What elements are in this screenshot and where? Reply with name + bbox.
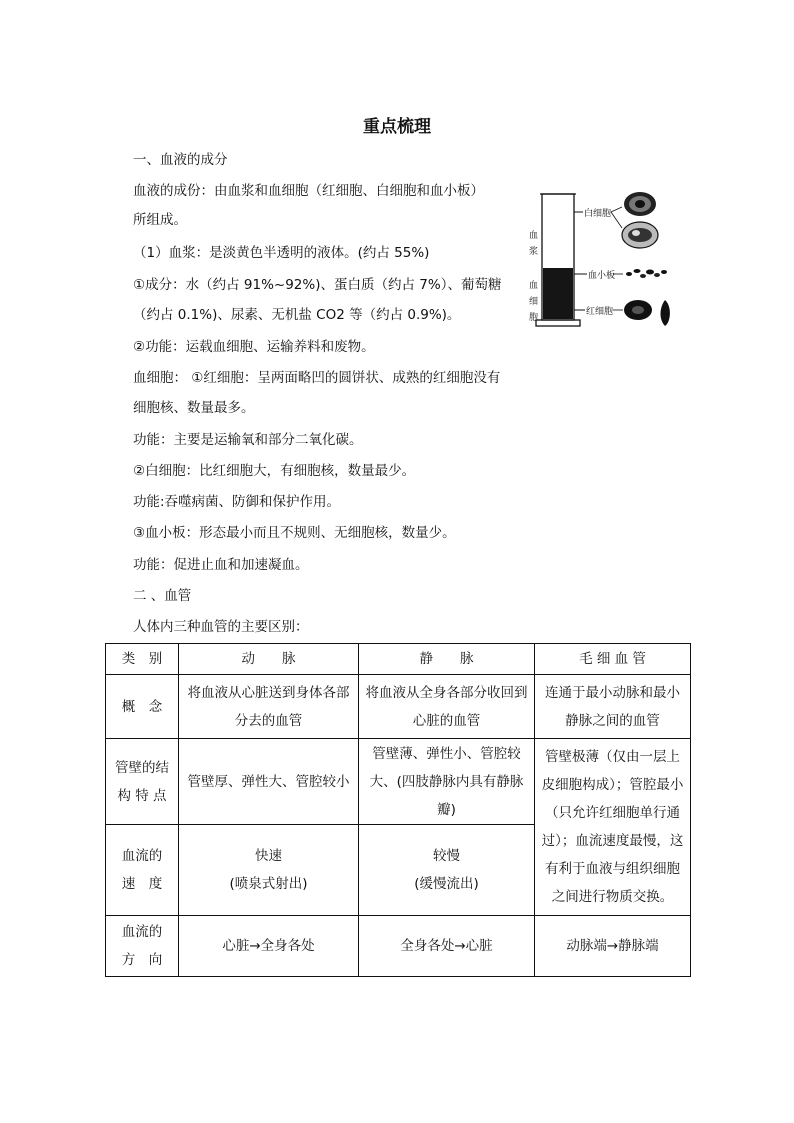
paragraph-platelet-function: 功能：促进止血和加速凝血。 (133, 557, 309, 573)
cell-capillary-direction: 动脉端→静脉端 (535, 916, 691, 977)
label-plasma-char2: 浆 (529, 247, 539, 257)
label-white-blood-cell: 白细胞 (584, 209, 612, 219)
section-heading-blood-components: 一、血液的成分 (133, 152, 228, 168)
paragraph-rbc-function: 功能：主要是运输氧和部分二氧化碳。 (133, 432, 363, 448)
row-label-wall-structure (106, 739, 179, 825)
row-label-line: 血流的 (121, 848, 163, 864)
cell-vein-speed (359, 825, 535, 916)
row-label-line: 方 向 (121, 952, 163, 968)
cylinder-illustration (525, 188, 710, 338)
paragraph-red-blood-cell: 血细胞： ①红细胞：呈两面略凹的圆饼状、成熟的红细胞没有 (133, 370, 501, 386)
paragraph-plasma-components-cont: （约占 0.1%)、尿素、无机盐 CO2 等（约占 0.9%)。 (133, 307, 461, 323)
label-red-blood-cell: 红细胞 (586, 307, 614, 317)
label-cells-char3: 胞 (529, 313, 539, 323)
cell-vein-concept: 将血液从全身各部分收回到心脏的血管 (359, 675, 535, 739)
speed-value: 快速 (255, 848, 282, 864)
row-label-line: 血流的 (121, 924, 163, 940)
header-capillary: 毛 细 血 管 (535, 644, 691, 675)
cell-artery-wall: 管壁厚、弹性大、管腔较小 (179, 739, 359, 825)
table-row-flow-direction (106, 916, 691, 977)
paragraph-wbc-function: 功能:吞噬病菌、防御和保护作用。 (133, 494, 341, 510)
cell-vein-wall: 管壁薄、弹性小、管腔较大、(四肢静脉内具有静脉瓣) (359, 739, 535, 825)
cell-vein-direction: 全身各处→心脏 (359, 916, 535, 977)
cell-capillary-concept: 连通于最小动脉和最小静脉之间的血管 (535, 675, 691, 739)
paragraph-red-blood-cell-cont: 细胞核、数量最多。 (133, 400, 255, 416)
header-vein: 静 脉 (359, 644, 535, 675)
blood-cylinder-figure (525, 188, 710, 338)
table-intro: 人体内三种血管的主要区别： (133, 619, 309, 635)
table-row-concept (106, 675, 691, 739)
cell-artery-speed (179, 825, 359, 916)
row-label-line: 管壁的结 (115, 759, 169, 776)
table-row-wall-structure (106, 739, 691, 825)
header-artery: 动 脉 (179, 644, 359, 675)
cell-artery-concept: 将血液从心脏送到身体各部分去的血管 (179, 675, 359, 739)
label-platelet: 血小板 (588, 271, 616, 281)
label-cells-char1: 血 (529, 281, 539, 291)
header-category: 类 别 (106, 644, 179, 675)
paragraph-blood-composition-cont: 所组成。 (133, 212, 187, 228)
page-title: 重点梳理 (363, 117, 431, 137)
row-label-flow-speed (106, 825, 179, 916)
paragraph-platelet: ③血小板：形态最小而且不规则、无细胞核，数量少。 (133, 525, 456, 541)
section-heading-blood-vessels: 二 、血管 (133, 588, 192, 604)
row-label-line: 速 度 (121, 876, 163, 892)
speed-note: (缓慢流出) (414, 876, 479, 892)
blood-vessel-comparison-table (105, 643, 691, 977)
paragraph-plasma-function: ②功能：运载血细胞、运输养料和废物。 (133, 339, 375, 355)
speed-note: (喷泉式射出) (229, 876, 308, 892)
paragraph-blood-composition: 血液的成份：由血浆和血细胞（红细胞、白细胞和血小板） (133, 183, 484, 199)
cell-artery-direction: 心脏→全身各处 (179, 916, 359, 977)
speed-value: 较慢 (433, 848, 460, 864)
row-label-line: 构 特 点 (117, 787, 167, 804)
paragraph-plasma-components: ①成分：水（约占 91%~92%)、蛋白质（约占 7%）、葡萄糖 (133, 277, 502, 293)
cell-capillary-wall-and-speed: 管壁极薄（仅由一层上皮细胞构成）；管腔最小（只允许红细胞单行通过）；血流速度最慢，这有利于血液与组织细胞之间进行物质交换。 (535, 739, 691, 916)
row-label-flow-direction (106, 916, 179, 977)
paragraph-white-blood-cell: ②白细胞：比红细胞大，有细胞核，数量最少。 (133, 463, 416, 479)
table-header-row (106, 644, 691, 675)
row-label-concept: 概 念 (106, 675, 179, 739)
label-plasma-char1: 血 (529, 231, 539, 241)
paragraph-plasma: （1）血浆：是淡黄色半透明的液体。(约占 55%) (133, 245, 430, 261)
label-cells-char2: 细 (529, 297, 539, 307)
